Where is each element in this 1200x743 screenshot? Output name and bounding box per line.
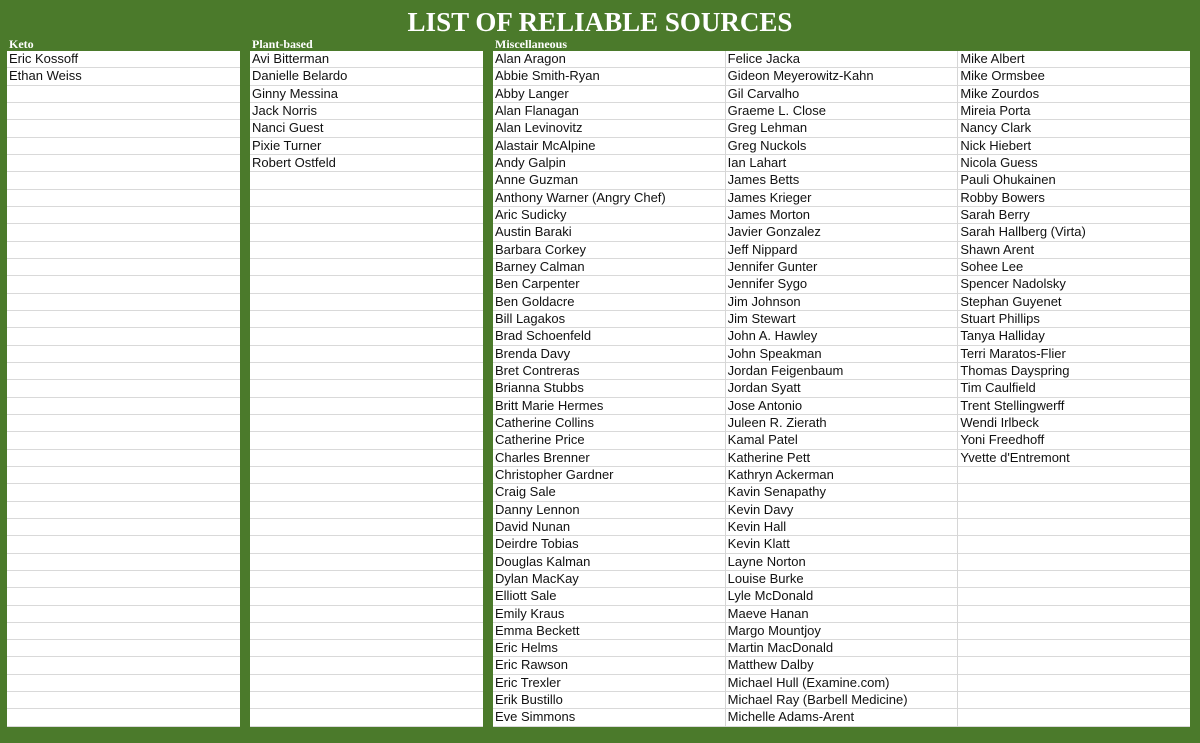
empty-cell: [7, 224, 240, 241]
name-cell: Martin MacDonald: [726, 640, 958, 657]
name-cell: Alan Flanagan: [493, 103, 725, 120]
name-cell: Brianna Stubbs: [493, 380, 725, 397]
name-cell: James Krieger: [726, 190, 958, 207]
name-cell: Matthew Dalby: [726, 657, 958, 674]
empty-cell: [7, 502, 240, 519]
name-cell: Sarah Hallberg (Virta): [958, 224, 1190, 241]
name-cell: James Betts: [726, 172, 958, 189]
empty-cell: [7, 294, 240, 311]
empty-cell: [958, 606, 1190, 623]
name-cell: Eric Kossoff: [7, 51, 240, 68]
name-cell: Eric Rawson: [493, 657, 725, 674]
name-cell: Jordan Feigenbaum: [726, 363, 958, 380]
empty-cell: [7, 450, 240, 467]
name-cell: Felice Jacka: [726, 51, 958, 68]
name-cell: Brad Schoenfeld: [493, 328, 725, 345]
name-cell: Nick Hiebert: [958, 138, 1190, 155]
empty-cell: [958, 588, 1190, 605]
empty-cell: [958, 467, 1190, 484]
empty-cell: [250, 242, 483, 259]
empty-cell: [7, 259, 240, 276]
name-cell: Anthony Warner (Angry Chef): [493, 190, 725, 207]
empty-cell: [250, 363, 483, 380]
name-cell: Shawn Arent: [958, 242, 1190, 259]
empty-cell: [7, 138, 240, 155]
name-cell: Deirdre Tobias: [493, 536, 725, 553]
name-cell: David Nunan: [493, 519, 725, 536]
plant-based-list: [250, 51, 483, 727]
empty-cell: [250, 207, 483, 224]
empty-cell: [250, 519, 483, 536]
name-cell: Greg Lehman: [726, 120, 958, 137]
name-cell: Ian Lahart: [726, 155, 958, 172]
plant-based-column: [250, 51, 483, 727]
miscellaneous-header: Miscellaneous: [495, 37, 567, 51]
empty-cell: [250, 536, 483, 553]
name-cell: Danielle Belardo: [250, 68, 483, 85]
name-cell: Emma Beckett: [493, 623, 725, 640]
name-cell: Barney Calman: [493, 259, 725, 276]
empty-cell: [7, 519, 240, 536]
name-cell: Jim Johnson: [726, 294, 958, 311]
name-cell: Louise Burke: [726, 571, 958, 588]
name-cell: Abbie Smith-Ryan: [493, 68, 725, 85]
name-cell: Jennifer Gunter: [726, 259, 958, 276]
page-title: LIST OF RELIABLE SOURCES: [407, 7, 793, 37]
name-cell: Nanci Guest: [250, 120, 483, 137]
name-cell: Tanya Halliday: [958, 328, 1190, 345]
empty-cell: [958, 692, 1190, 709]
name-cell: Gideon Meyerowitz-Kahn: [726, 68, 958, 85]
name-cell: Michael Hull (Examine.com): [726, 675, 958, 692]
name-cell: James Morton: [726, 207, 958, 224]
empty-cell: [7, 276, 240, 293]
empty-cell: [250, 190, 483, 207]
keto-column: [7, 51, 240, 727]
name-cell: Mike Ormsbee: [958, 68, 1190, 85]
name-cell: Charles Brenner: [493, 450, 725, 467]
name-cell: Pauli Ohukainen: [958, 172, 1190, 189]
empty-cell: [958, 536, 1190, 553]
name-cell: Jim Stewart: [726, 311, 958, 328]
empty-cell: [7, 242, 240, 259]
empty-cell: [250, 311, 483, 328]
empty-cell: [7, 588, 240, 605]
empty-cell: [958, 502, 1190, 519]
empty-cell: [250, 640, 483, 657]
empty-cell: [250, 415, 483, 432]
name-cell: Dylan MacKay: [493, 571, 725, 588]
name-cell: Alan Aragon: [493, 51, 725, 68]
name-cell: Yvette d'Entremont: [958, 450, 1190, 467]
name-cell: Kamal Patel: [726, 432, 958, 449]
name-cell: Juleen R. Zierath: [726, 415, 958, 432]
name-cell: Sarah Berry: [958, 207, 1190, 224]
name-cell: Nancy Clark: [958, 120, 1190, 137]
name-cell: Ginny Messina: [250, 86, 483, 103]
empty-cell: [250, 276, 483, 293]
name-cell: John Speakman: [726, 346, 958, 363]
empty-cell: [7, 190, 240, 207]
name-cell: Britt Marie Hermes: [493, 398, 725, 415]
name-cell: Kavin Senapathy: [726, 484, 958, 501]
empty-cell: [7, 363, 240, 380]
name-cell: Catherine Price: [493, 432, 725, 449]
keto-header: Keto: [9, 37, 34, 51]
empty-cell: [250, 346, 483, 363]
name-cell: Javier Gonzalez: [726, 224, 958, 241]
name-cell: Aric Sudicky: [493, 207, 725, 224]
empty-cell: [7, 467, 240, 484]
empty-cell: [7, 571, 240, 588]
empty-cell: [7, 86, 240, 103]
empty-cell: [250, 450, 483, 467]
empty-cell: [7, 346, 240, 363]
name-cell: Pixie Turner: [250, 138, 483, 155]
empty-cell: [250, 398, 483, 415]
plant-based-header: Plant-based: [252, 37, 313, 51]
empty-cell: [250, 623, 483, 640]
name-cell: Mike Zourdos: [958, 86, 1190, 103]
name-cell: Erik Bustillo: [493, 692, 725, 709]
empty-cell: [250, 467, 483, 484]
name-cell: Ethan Weiss: [7, 68, 240, 85]
empty-cell: [958, 709, 1190, 726]
empty-cell: [250, 328, 483, 345]
empty-cell: [7, 398, 240, 415]
empty-cell: [958, 657, 1190, 674]
name-cell: Robert Ostfeld: [250, 155, 483, 172]
empty-cell: [7, 155, 240, 172]
name-cell: Stephan Guyenet: [958, 294, 1190, 311]
empty-cell: [250, 588, 483, 605]
name-cell: Eric Trexler: [493, 675, 725, 692]
name-cell: Tim Caulfield: [958, 380, 1190, 397]
name-cell: Mireia Porta: [958, 103, 1190, 120]
empty-cell: [7, 606, 240, 623]
name-cell: Michael Ray (Barbell Medicine): [726, 692, 958, 709]
name-cell: Anne Guzman: [493, 172, 725, 189]
name-cell: Terri Maratos-Flier: [958, 346, 1190, 363]
miscellaneous-list: [493, 51, 1190, 727]
empty-cell: [958, 484, 1190, 501]
empty-cell: [250, 657, 483, 674]
empty-cell: [7, 554, 240, 571]
miscellaneous-column-1: [493, 51, 726, 727]
name-cell: Andy Galpin: [493, 155, 725, 172]
empty-cell: [958, 623, 1190, 640]
empty-cell: [7, 311, 240, 328]
name-cell: Brenda Davy: [493, 346, 725, 363]
name-cell: Layne Norton: [726, 554, 958, 571]
name-cell: John A. Hawley: [726, 328, 958, 345]
empty-cell: [7, 484, 240, 501]
name-cell: Jose Antonio: [726, 398, 958, 415]
name-cell: Craig Sale: [493, 484, 725, 501]
name-cell: Austin Baraki: [493, 224, 725, 241]
empty-cell: [250, 554, 483, 571]
name-cell: Kevin Klatt: [726, 536, 958, 553]
name-cell: Robby Bowers: [958, 190, 1190, 207]
empty-cell: [7, 675, 240, 692]
empty-cell: [250, 172, 483, 189]
miscellaneous-column-3: [958, 51, 1190, 727]
name-cell: Margo Mountjoy: [726, 623, 958, 640]
name-cell: Jordan Syatt: [726, 380, 958, 397]
name-cell: Ben Goldacre: [493, 294, 725, 311]
name-cell: Kevin Davy: [726, 502, 958, 519]
name-cell: Danny Lennon: [493, 502, 725, 519]
empty-cell: [250, 502, 483, 519]
name-cell: Thomas Dayspring: [958, 363, 1190, 380]
empty-cell: [958, 675, 1190, 692]
name-cell: Eric Helms: [493, 640, 725, 657]
empty-cell: [958, 554, 1190, 571]
empty-cell: [958, 640, 1190, 657]
empty-cell: [7, 692, 240, 709]
empty-cell: [7, 709, 240, 726]
name-cell: Emily Kraus: [493, 606, 725, 623]
empty-cell: [7, 328, 240, 345]
name-cell: Wendi Irlbeck: [958, 415, 1190, 432]
name-cell: Sohee Lee: [958, 259, 1190, 276]
name-cell: Avi Bitterman: [250, 51, 483, 68]
name-cell: Kevin Hall: [726, 519, 958, 536]
name-cell: Graeme L. Close: [726, 103, 958, 120]
empty-cell: [7, 207, 240, 224]
empty-cell: [250, 675, 483, 692]
empty-cell: [7, 415, 240, 432]
name-cell: Jennifer Sygo: [726, 276, 958, 293]
name-cell: Bret Contreras: [493, 363, 725, 380]
footer-band: [0, 727, 1200, 743]
empty-cell: [250, 224, 483, 241]
name-cell: Jeff Nippard: [726, 242, 958, 259]
name-cell: Yoni Freedhoff: [958, 432, 1190, 449]
empty-cell: [250, 571, 483, 588]
name-cell: Spencer Nadolsky: [958, 276, 1190, 293]
empty-cell: [7, 432, 240, 449]
miscellaneous-column-2: [726, 51, 959, 727]
name-cell: Barbara Corkey: [493, 242, 725, 259]
name-cell: Alan Levinovitz: [493, 120, 725, 137]
name-cell: Stuart Phillips: [958, 311, 1190, 328]
empty-cell: [250, 294, 483, 311]
empty-cell: [7, 120, 240, 137]
name-cell: Elliott Sale: [493, 588, 725, 605]
empty-cell: [7, 172, 240, 189]
name-cell: Mike Albert: [958, 51, 1190, 68]
empty-cell: [958, 519, 1190, 536]
name-cell: Jack Norris: [250, 103, 483, 120]
name-cell: Gil Carvalho: [726, 86, 958, 103]
name-cell: Catherine Collins: [493, 415, 725, 432]
empty-cell: [250, 432, 483, 449]
name-cell: Greg Nuckols: [726, 138, 958, 155]
empty-cell: [250, 259, 483, 276]
empty-cell: [7, 536, 240, 553]
name-cell: Michelle Adams-Arent: [726, 709, 958, 726]
name-cell: Christopher Gardner: [493, 467, 725, 484]
name-cell: Lyle McDonald: [726, 588, 958, 605]
empty-cell: [250, 692, 483, 709]
name-cell: Abby Langer: [493, 86, 725, 103]
empty-cell: [7, 623, 240, 640]
name-cell: Katherine Pett: [726, 450, 958, 467]
keto-list: [7, 51, 240, 727]
name-cell: Kathryn Ackerman: [726, 467, 958, 484]
name-cell: Ben Carpenter: [493, 276, 725, 293]
name-cell: Bill Lagakos: [493, 311, 725, 328]
empty-cell: [250, 380, 483, 397]
empty-cell: [7, 103, 240, 120]
empty-cell: [7, 380, 240, 397]
empty-cell: [250, 484, 483, 501]
name-cell: Eve Simmons: [493, 709, 725, 726]
name-cell: Douglas Kalman: [493, 554, 725, 571]
empty-cell: [250, 606, 483, 623]
empty-cell: [7, 640, 240, 657]
empty-cell: [250, 709, 483, 726]
name-cell: Nicola Guess: [958, 155, 1190, 172]
name-cell: Trent Stellingwerff: [958, 398, 1190, 415]
empty-cell: [7, 657, 240, 674]
name-cell: Alastair McAlpine: [493, 138, 725, 155]
empty-cell: [958, 571, 1190, 588]
name-cell: Maeve Hanan: [726, 606, 958, 623]
